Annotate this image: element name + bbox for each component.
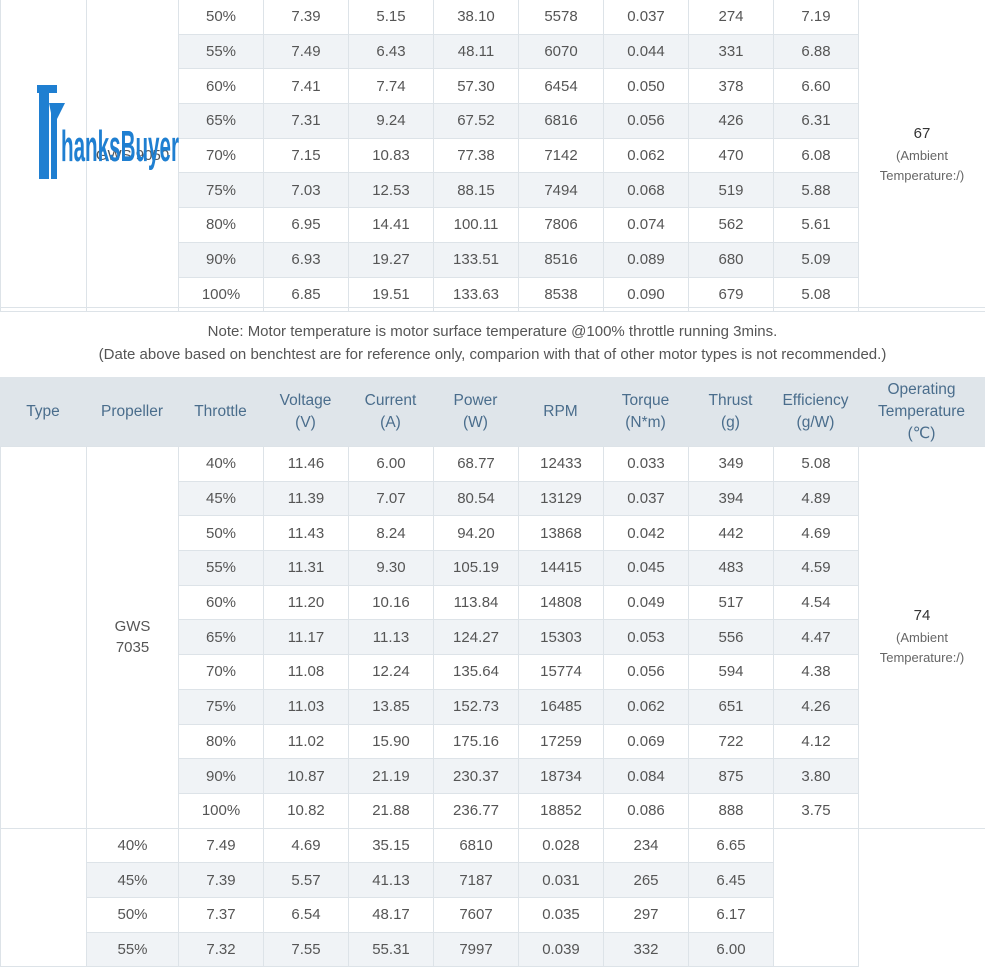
cell-voltage: 10.87	[264, 759, 349, 794]
cell-rpm: 13129	[519, 481, 604, 516]
cell-voltage: 7.41	[264, 69, 349, 104]
cell-throttle: 55%	[179, 551, 264, 586]
cell-efficiency: 6.00	[689, 932, 774, 967]
cell-torque: 0.035	[519, 897, 604, 932]
cell-efficiency: 4.89	[774, 481, 859, 516]
cell-power: 88.15	[434, 173, 519, 208]
cell-efficiency: 5.09	[774, 242, 859, 277]
cell-thrust: 651	[689, 689, 774, 724]
cell-throttle: 90%	[179, 242, 264, 277]
header-current	[348, 390, 433, 434]
header-label: Torque	[622, 392, 669, 409]
cell-torque: 0.069	[604, 724, 689, 759]
cell-efficiency: 6.31	[774, 104, 859, 139]
cell-voltage: 11.31	[264, 551, 349, 586]
cell-voltage: 6.93	[264, 242, 349, 277]
cell-current: 21.19	[349, 759, 434, 794]
cell-voltage: 11.02	[264, 724, 349, 759]
cell-current: 12.24	[349, 655, 434, 690]
cell-throttle: 60%	[179, 69, 264, 104]
header-operating	[858, 379, 985, 445]
cell-throttle: 90%	[179, 759, 264, 794]
cell-voltage: 11.43	[264, 516, 349, 551]
cell-current: 6.43	[349, 34, 434, 69]
cell-efficiency: 3.75	[774, 793, 859, 828]
header-throttle	[178, 401, 263, 423]
cell-power: 133.51	[434, 242, 519, 277]
cell-torque: 0.090	[604, 277, 689, 312]
cell-throttle: 50%	[179, 516, 264, 551]
cell-efficiency: 4.59	[774, 551, 859, 586]
cell-current: 11.13	[349, 620, 434, 655]
cell-thrust: 679	[689, 277, 774, 312]
cell-thrust: 519	[689, 173, 774, 208]
operating-temp-cell	[774, 828, 859, 967]
cell-voltage: 11.03	[264, 689, 349, 724]
cell-efficiency: 5.61	[774, 208, 859, 243]
cell-throttle: 75%	[179, 689, 264, 724]
cell-throttle: 40%	[87, 828, 179, 863]
cell-efficiency: 6.88	[774, 34, 859, 69]
cell-power: 80.54	[434, 481, 519, 516]
cell-throttle: 50%	[87, 897, 179, 932]
cell-current: 9.30	[349, 551, 434, 586]
cell-torque: 0.031	[519, 863, 604, 898]
header-power	[433, 390, 518, 434]
cell-rpm: 6816	[519, 104, 604, 139]
header-torque	[603, 390, 688, 434]
table-body-lower	[1, 447, 985, 967]
header-label: Efficiency	[782, 392, 848, 409]
header-label: Type	[26, 403, 60, 420]
header-label: Thrust	[709, 392, 753, 409]
cell-rpm: 17259	[519, 724, 604, 759]
cell-rpm: 18852	[519, 793, 604, 828]
header-unit: (g/W)	[797, 414, 835, 431]
header-efficiency	[773, 390, 858, 434]
cell-current: 10.16	[349, 585, 434, 620]
cell-thrust: 556	[689, 620, 774, 655]
cell-throttle: 50%	[179, 0, 264, 34]
cell-thrust: 331	[689, 34, 774, 69]
cell-current: 13.85	[349, 689, 434, 724]
cell-torque: 0.037	[604, 0, 689, 34]
cell-current: 12.53	[349, 173, 434, 208]
cell-torque: 0.039	[519, 932, 604, 967]
cell-efficiency: 4.54	[774, 585, 859, 620]
cell-throttle: 45%	[179, 481, 264, 516]
cell-thrust: 378	[689, 69, 774, 104]
cell-throttle: 60%	[179, 585, 264, 620]
cell-power: 57.30	[434, 69, 519, 104]
cell-torque: 0.037	[604, 481, 689, 516]
cell-thrust: 594	[689, 655, 774, 690]
cell-rpm: 13868	[519, 516, 604, 551]
cell-torque: 0.045	[604, 551, 689, 586]
cell-torque: 0.044	[604, 34, 689, 69]
cell-efficiency: 6.65	[689, 828, 774, 863]
cell-efficiency: 5.08	[774, 277, 859, 312]
cell-throttle: 40%	[179, 447, 264, 482]
cell-thrust: 888	[689, 793, 774, 828]
cell-rpm: 15303	[519, 620, 604, 655]
cell-rpm: 16485	[519, 689, 604, 724]
temp-ambient: (Ambient	[859, 146, 985, 166]
cell-power: 175.16	[434, 724, 519, 759]
cell-throttle: 65%	[179, 620, 264, 655]
cell-efficiency: 6.17	[689, 897, 774, 932]
header-label: Voltage	[280, 392, 332, 409]
header-voltage	[263, 390, 348, 434]
header-unit: (A)	[380, 414, 401, 431]
cell-thrust: 442	[689, 516, 774, 551]
cell-throttle: 70%	[179, 138, 264, 173]
cell-power: 100.11	[434, 208, 519, 243]
cell-efficiency: 4.38	[774, 655, 859, 690]
cell-thrust: 265	[604, 863, 689, 898]
cell-current: 7.55	[264, 932, 349, 967]
cell-throttle: 55%	[179, 34, 264, 69]
cell-power: 38.10	[434, 0, 519, 34]
cell-thrust: 562	[689, 208, 774, 243]
cell-torque: 0.062	[604, 138, 689, 173]
cell-rpm: 6070	[519, 34, 604, 69]
cell-thrust: 483	[689, 551, 774, 586]
cell-current: 19.27	[349, 242, 434, 277]
cell-power: 135.64	[434, 655, 519, 690]
cell-efficiency: 7.19	[774, 0, 859, 34]
header-type	[0, 401, 86, 423]
table-row	[1, 447, 985, 482]
cell-power: 152.73	[434, 689, 519, 724]
thanksbuyer-logo	[35, 83, 180, 183]
cell-current: 10.83	[349, 138, 434, 173]
cell-thrust: 722	[689, 724, 774, 759]
cell-power: 133.63	[434, 277, 519, 312]
cell-efficiency: 4.26	[774, 689, 859, 724]
cell-torque: 0.028	[519, 828, 604, 863]
cell-efficiency: 6.45	[689, 863, 774, 898]
cell-power: 94.20	[434, 516, 519, 551]
cell-throttle: 80%	[179, 724, 264, 759]
header-propeller	[86, 401, 178, 423]
cell-thrust: 297	[604, 897, 689, 932]
temp-ambient-unit: Temperature:/)	[859, 648, 985, 668]
cell-current: 6.54	[264, 897, 349, 932]
cell-thrust: 470	[689, 138, 774, 173]
propeller-cell	[87, 447, 179, 829]
header-unit: (N*m)	[625, 414, 665, 431]
cell-voltage: 6.95	[264, 208, 349, 243]
header-rpm	[518, 401, 603, 423]
table-header-row	[0, 377, 985, 446]
cell-rpm: 6810	[434, 828, 519, 863]
cell-torque: 0.068	[604, 173, 689, 208]
cell-torque: 0.062	[604, 689, 689, 724]
cell-power: 230.37	[434, 759, 519, 794]
cell-current: 19.51	[349, 277, 434, 312]
cell-throttle: 45%	[87, 863, 179, 898]
header-label: Propeller	[101, 403, 163, 420]
header-label: Operating	[887, 381, 955, 398]
cell-efficiency: 4.47	[774, 620, 859, 655]
cell-throttle: 75%	[179, 173, 264, 208]
propeller-label: GWS 9050	[96, 147, 169, 164]
cell-current: 5.57	[264, 863, 349, 898]
cell-efficiency: 4.69	[774, 516, 859, 551]
cell-efficiency: 5.88	[774, 173, 859, 208]
cell-power: 41.13	[349, 863, 434, 898]
cell-torque: 0.056	[604, 655, 689, 690]
cell-voltage: 7.37	[179, 897, 264, 932]
cell-voltage: 7.03	[264, 173, 349, 208]
logo-wordmark: hanksBuyer	[61, 122, 179, 171]
cell-current: 5.15	[349, 0, 434, 34]
cell-rpm: 7142	[519, 138, 604, 173]
cell-throttle: 100%	[179, 277, 264, 312]
motor-data-table-lower	[0, 446, 985, 967]
note-line-1: Note: Motor temperature is motor surface temperature @100% throttle running 3mins.	[0, 320, 985, 343]
cell-thrust: 234	[604, 828, 689, 863]
cell-voltage: 11.39	[264, 481, 349, 516]
cell-thrust: 274	[689, 0, 774, 34]
cell-rpm: 7607	[434, 897, 519, 932]
cell-voltage: 7.49	[264, 34, 349, 69]
header-label: Throttle	[194, 403, 247, 420]
header-unit: Temperature	[878, 403, 965, 420]
cell-voltage: 10.82	[264, 793, 349, 828]
cell-voltage: 11.46	[264, 447, 349, 482]
header-label: RPM	[543, 403, 577, 420]
cell-rpm: 7187	[434, 863, 519, 898]
cell-torque: 0.056	[604, 104, 689, 139]
header-unit: (g)	[721, 414, 740, 431]
cell-power: 68.77	[434, 447, 519, 482]
cell-rpm: 12433	[519, 447, 604, 482]
header-label: Current	[365, 392, 417, 409]
header-unit: (W)	[463, 414, 488, 431]
cell-rpm: 6454	[519, 69, 604, 104]
cell-current: 7.07	[349, 481, 434, 516]
cell-rpm: 7997	[434, 932, 519, 967]
cell-torque: 0.033	[604, 447, 689, 482]
cell-current: 6.00	[349, 447, 434, 482]
cell-efficiency: 4.12	[774, 724, 859, 759]
temp-ambient-unit: Temperature:/)	[859, 166, 985, 186]
cell-throttle: 65%	[179, 104, 264, 139]
cell-rpm: 8516	[519, 242, 604, 277]
cell-current: 8.24	[349, 516, 434, 551]
cell-rpm: 18734	[519, 759, 604, 794]
cell-thrust: 875	[689, 759, 774, 794]
cell-voltage: 11.20	[264, 585, 349, 620]
cell-power: 113.84	[434, 585, 519, 620]
cell-thrust: 517	[689, 585, 774, 620]
operating-temp-cell	[859, 447, 985, 829]
cell-thrust: 349	[689, 447, 774, 482]
header-label: Power	[454, 392, 498, 409]
cell-current: 15.90	[349, 724, 434, 759]
cell-throttle: 80%	[179, 208, 264, 243]
cell-voltage: 7.31	[264, 104, 349, 139]
cell-rpm: 7806	[519, 208, 604, 243]
note-block	[0, 307, 985, 378]
propeller-label: GWS	[115, 618, 151, 635]
cell-power: 55.31	[349, 932, 434, 967]
cell-power: 105.19	[434, 551, 519, 586]
temp-ambient: (Ambient	[859, 628, 985, 648]
cell-efficiency: 5.08	[774, 447, 859, 482]
cell-power: 236.77	[434, 793, 519, 828]
cell-power: 124.27	[434, 620, 519, 655]
header-unit: (V)	[295, 414, 316, 431]
cell-power: 48.17	[349, 897, 434, 932]
cell-voltage: 11.08	[264, 655, 349, 690]
cell-current: 21.88	[349, 793, 434, 828]
header-unit: (℃)	[908, 425, 936, 442]
cell-rpm: 5578	[519, 0, 604, 34]
table-row	[1, 0, 985, 34]
cell-power: 35.15	[349, 828, 434, 863]
propeller-cell	[1, 828, 87, 967]
cell-thrust: 394	[689, 481, 774, 516]
cell-throttle: 55%	[87, 932, 179, 967]
cell-torque: 0.053	[604, 620, 689, 655]
cell-efficiency: 6.60	[774, 69, 859, 104]
temp-value: 74	[859, 607, 985, 624]
cell-throttle: 70%	[179, 655, 264, 690]
cell-torque: 0.074	[604, 208, 689, 243]
cell-power: 48.11	[434, 34, 519, 69]
temp-value: 67	[859, 125, 985, 142]
cell-power: 77.38	[434, 138, 519, 173]
cell-thrust: 680	[689, 242, 774, 277]
propeller-label: 7035	[116, 639, 149, 656]
cell-current: 9.24	[349, 104, 434, 139]
cell-power: 67.52	[434, 104, 519, 139]
cell-rpm: 14415	[519, 551, 604, 586]
cell-voltage: 6.85	[264, 277, 349, 312]
cell-thrust: 426	[689, 104, 774, 139]
cell-torque: 0.049	[604, 585, 689, 620]
cell-thrust: 332	[604, 932, 689, 967]
cell-rpm: 14808	[519, 585, 604, 620]
cell-voltage: 7.32	[179, 932, 264, 967]
cell-voltage: 7.49	[179, 828, 264, 863]
cell-rpm: 7494	[519, 173, 604, 208]
cell-torque: 0.084	[604, 759, 689, 794]
header-thrust	[688, 390, 773, 434]
cell-current: 4.69	[264, 828, 349, 863]
cell-voltage: 7.39	[264, 0, 349, 34]
cell-voltage: 7.39	[179, 863, 264, 898]
cell-torque: 0.050	[604, 69, 689, 104]
cell-torque: 0.086	[604, 793, 689, 828]
cell-voltage: 7.15	[264, 138, 349, 173]
type-cell	[1, 447, 87, 829]
cell-rpm: 8538	[519, 277, 604, 312]
cell-torque: 0.089	[604, 242, 689, 277]
cell-current: 7.74	[349, 69, 434, 104]
cell-voltage: 11.17	[264, 620, 349, 655]
table-row	[1, 828, 985, 863]
cell-efficiency: 3.80	[774, 759, 859, 794]
operating-temp-cell	[859, 0, 985, 312]
cell-current: 14.41	[349, 208, 434, 243]
cell-throttle: 100%	[179, 793, 264, 828]
note-line-2: (Date above based on benchtest are for reference only, comparion with that of other motor types is not recommended.)	[0, 343, 985, 366]
cell-efficiency: 6.08	[774, 138, 859, 173]
cell-torque: 0.042	[604, 516, 689, 551]
cell-rpm: 15774	[519, 655, 604, 690]
